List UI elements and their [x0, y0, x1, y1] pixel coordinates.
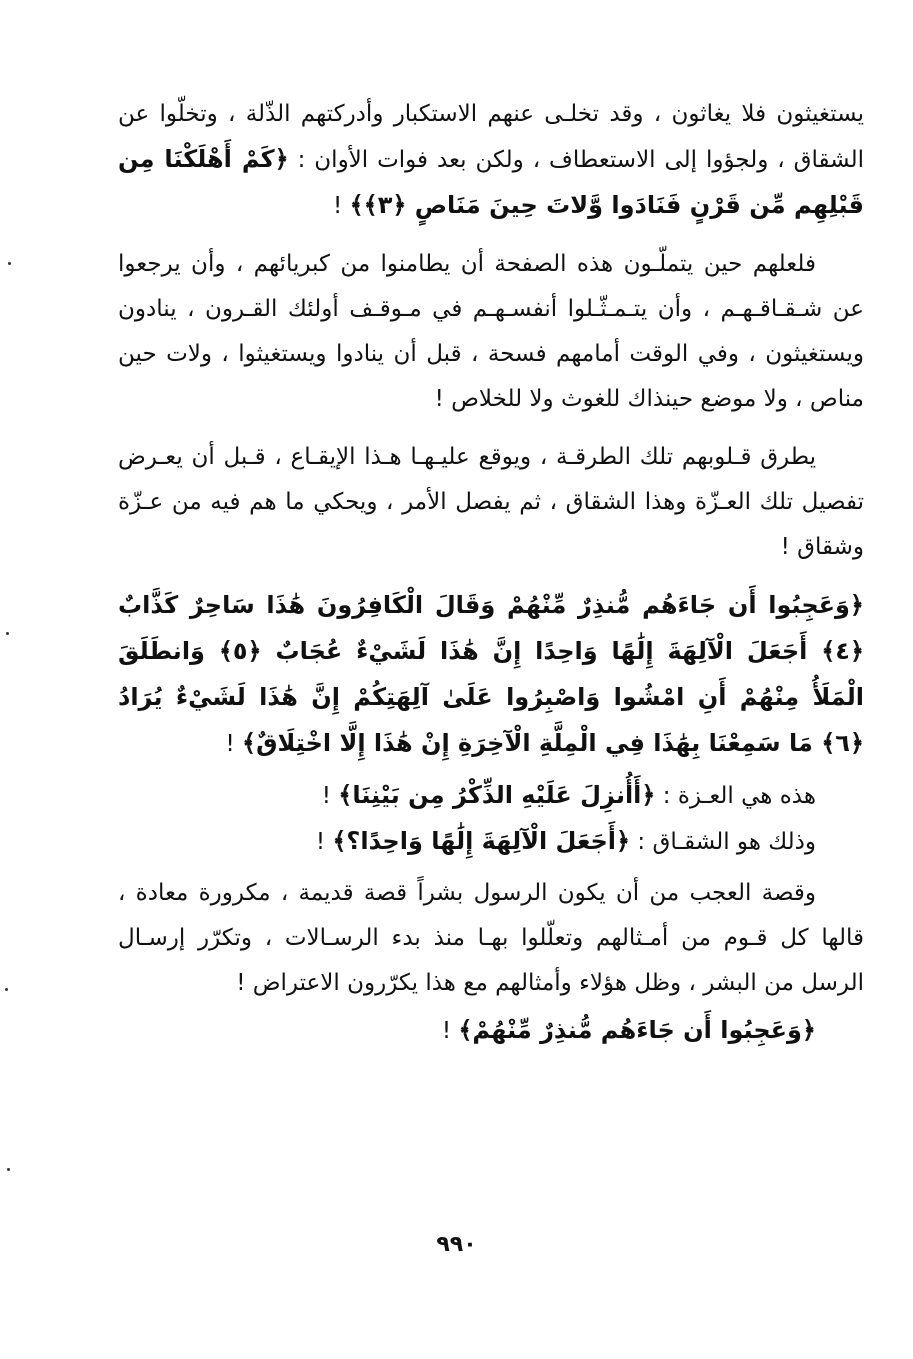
paragraph-6 — [118, 819, 864, 865]
paragraph-5 — [118, 773, 864, 819]
paragraph-6-end: ! — [315, 829, 333, 855]
body-text — [118, 92, 864, 1054]
paragraph-8 — [118, 1008, 864, 1054]
quran-quote-5: ﴿وَعَجِبُوا أَن جَاءَهُم مُّنذِرٌ مِّنْهُمْ﴾ — [458, 1016, 816, 1044]
paragraph-5-end: ! — [321, 783, 339, 809]
page-number: ٩٩٠ — [436, 1232, 477, 1257]
paragraph-3: يطرق قـلوبهم تلك الطرقـة ، ويوقع عليـهـا هـذا الإيقـاع ، قـبل أن يعـرض تفصيل تلك العـزّة وهذا الشقاق ، ثم يفصل الأمر ، ويحكي ما هم فيه من عـزّة وشقاق ! — [118, 444, 864, 560]
quran-quote-3: ﴿أَأُنزِلَ عَلَيْهِ الذِّكْرُ مِن بَيْنِنَا﴾ — [338, 781, 656, 809]
paragraph-1-text: يستغيثون فلا يغاثون ، وقد تخلـى عنهم الاستكبار وأدركتهم الذّلة ، وتخلّوا عن الشقاق ، ولجؤوا إلى الاستعطاف ، ولكن بعد فوات الأوان : — [118, 101, 865, 173]
paragraph-5-intro: هذه هي العـزة : — [655, 783, 816, 809]
paragraph-1-end: ! — [333, 193, 350, 219]
paragraph-2: فلعلهم حين يتملّـون هذه الصفحة أن يطامنوا من كبريائهم ، وأن يرجعوا عن شـقـاقـهـم ، وأن يتـمـثّـلوا أنفسـهـم في مـوقـف أولئك القـرون ، ينادون ويستغيثون ، وفي الوقت أمامهم فسحة ، قبل أن ينادوا ويستغيثوا ، ولات حين مناص ، ولا موضع حينذاك للغوث ولا للخلاص ! — [118, 251, 864, 412]
paragraph-7: وقصة العجب من أن يكون الرسول بشراً قصة قديمة ، مكرورة معادة ، قالها كل قـوم من أمـثالهم وتعلّلوا بهـا منذ بدء الرسـالات ، وتكرّر إرسـال الرسل من البشر ، وظل هؤلاء وأمثالهم مع هذا يكرّرون الاعتراض ! — [118, 880, 864, 996]
scan-speck — [6, 632, 9, 635]
quran-quote-4: ﴿أَجَعَلَ الْآلِهَةَ إِلَٰهًا وَاحِدًا؟﴾ — [332, 827, 631, 855]
scan-speck — [5, 988, 8, 991]
paragraph-8-end: ! — [441, 1018, 459, 1044]
paragraph-4-end: ! — [225, 731, 243, 757]
paragraph-4 — [118, 583, 864, 767]
scan-speck — [7, 1168, 10, 1171]
paragraph-6-intro: وذلك هو الشقـاق : — [630, 829, 816, 855]
quran-quote-1: ﴿كَمْ أَهْلَكْنَا مِن قَبْلِهِم مِّن قَرْنٍ فَنَادَوا وَّلاتَ حِينَ مَنَاصٍ ﴿٣﴾﴾ — [118, 145, 864, 219]
quran-quote-2: ﴿وَعَجِبُوا أَن جَاءَهُم مُّنذِرٌ مِّنْهُمْ وَقَالَ الْكَافِرُونَ هَٰذَا سَاحِرٌ كَذَّابٌ ﴿٤﴾ أَجَعَلَ الْآلِهَةَ إِلَٰهًا وَاحِدًا إِنَّ هَٰذَا لَشَيْءٌ عُجَابٌ ﴿٥﴾ وَانطَلَقَ الْمَلَأُ مِنْهُمْ أَنِ امْشُوا وَاصْبِرُوا عَلَىٰ آلِهَتِكُمْ إِنَّ هَٰذَا لَشَيْءٌ يُرَادُ ﴿٦﴾ مَا سَمِعْنَا بِهَٰذَا فِي الْمِلَّةِ الْآخِرَةِ إِنْ هَٰذَا إِلَّا اخْتِلَاقٌ﴾ — [118, 591, 864, 757]
scan-speck — [8, 262, 11, 265]
paragraph-1 — [118, 92, 864, 229]
